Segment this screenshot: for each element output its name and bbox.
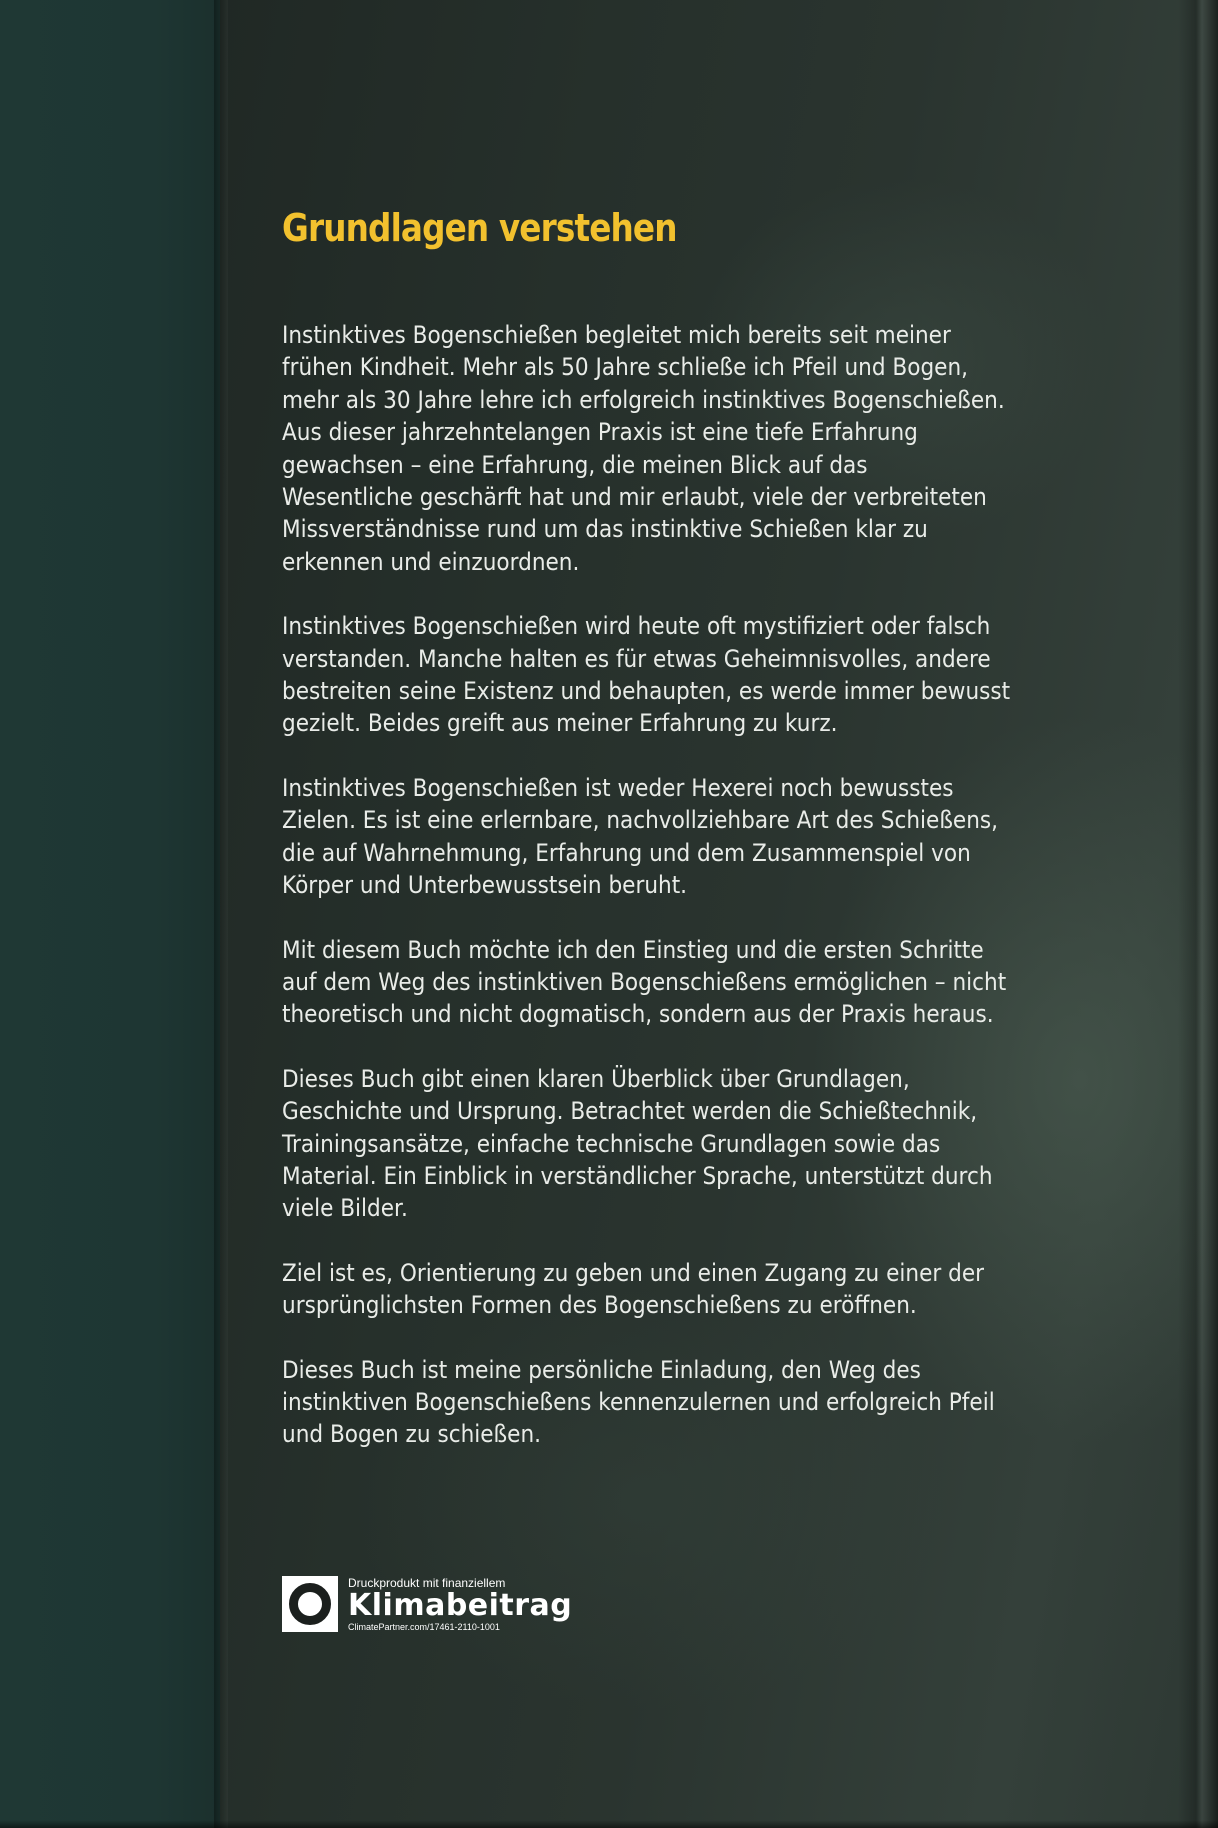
climate-badge-url: ClimatePartner.com/17461-2110-1001: [348, 1621, 500, 1632]
climate-badge-text: [348, 1576, 572, 1633]
blurb-line: Aus dieser jahrzehntelangen Praxis ist eine tiefe Erfahrung: [282, 418, 918, 447]
blurb-line: Geschichte und Ursprung. Betrachtet werden die Schießtechnik,: [282, 1097, 978, 1126]
blurb-line: verstanden. Manche halten es für etwas Geheimnisvolles, andere: [282, 644, 991, 673]
blurb-line: Mit diesem Buch möchte ich den Einstieg und die ersten Schritte: [282, 935, 984, 964]
blurb-paragraph: [282, 319, 1072, 578]
climate-badge: [282, 1575, 572, 1633]
cover-title: Grundlagen verstehen: [282, 206, 677, 250]
blurb-line: Instinktives Bogenschießen begleitet mich bereits seit meiner: [282, 321, 951, 349]
blurb-line: Wesentliche geschärft hat und mir erlaubt, viele der verbreiteten: [282, 483, 987, 512]
blurb-line: Instinktives Bogenschießen ist weder Hexerei noch bewusstes: [282, 773, 954, 802]
blurb-line: bestreiten seine Existenz und behaupten, es werde immer bewusst: [282, 677, 1011, 706]
blurb-paragraph: [282, 1354, 1072, 1451]
blurb-line: Dieses Buch gibt einen klaren Überblick über Grundlagen,: [282, 1064, 910, 1093]
blurb-line: Ziel ist es, Orientierung zu geben und einen Zugang zu einer der: [282, 1258, 984, 1287]
climate-badge-main-text: Klimabeitrag: [348, 1587, 573, 1623]
blurb-line: ursprünglichsten Formen des Bogenschießens zu eröffnen.: [282, 1291, 917, 1320]
blurb-paragraph: [282, 934, 1072, 1031]
blurb-line: frühen Kindheit. Mehr als 50 Jahre schließe ich Pfeil und Bogen,: [282, 353, 969, 382]
cover-right-edge: [1178, 0, 1218, 1828]
climate-badge-top-text: Druckprodukt mit finanziellem: [348, 1575, 506, 1590]
blurb-paragraph: [282, 1257, 1072, 1322]
blurb-line: Dieses Buch ist meine persönliche Einladung, den Weg des: [282, 1355, 921, 1384]
climatepartner-ring-icon: [282, 1576, 338, 1632]
blurb-line: theoretisch und nicht dogmatisch, sondern aus der Praxis heraus.: [282, 1000, 994, 1029]
blurb-text: [282, 319, 1072, 1483]
blurb-line: Missverständnisse rund um das instinktive Schießen klar zu: [282, 515, 928, 544]
blurb-line: die auf Wahrnehmung, Erfahrung und dem Zusammenspiel von: [282, 838, 971, 867]
blurb-line: viele Bilder.: [282, 1194, 408, 1223]
cover-bottom-edge: [0, 1820, 1218, 1828]
blurb-line: auf dem Weg des instinktiven Bogenschießens ermöglichen – nicht: [282, 967, 1007, 996]
blurb-line: gezielt. Beides greift aus meiner Erfahrung zu kurz.: [282, 709, 838, 738]
book-spine: [0, 0, 220, 1828]
spine-hinge: [214, 0, 228, 1828]
blurb-paragraph: [282, 772, 1072, 902]
blurb-paragraph: [282, 1063, 1072, 1225]
blurb-line: erkennen und einzuordnen.: [282, 547, 580, 576]
blurb-line: Zielen. Es ist eine erlernbare, nachvollziehbare Art des Schießens,: [282, 806, 999, 835]
blurb-line: Trainingsansätze, einfache technische Grundlagen sowie das: [282, 1129, 941, 1158]
blurb-line: Körper und Unterbewusstsein beruht.: [282, 871, 688, 900]
blurb-line: mehr als 30 Jahre lehre ich erfolgreich instinktives Bogenschießen.: [282, 385, 1005, 414]
blurb-line: instinktiven Bogenschießens kennenzulernen und erfolgreich Pfeil: [282, 1387, 995, 1416]
blurb-line: Instinktives Bogenschießen wird heute oft mystifiziert oder falsch: [282, 612, 991, 641]
blurb-line: und Bogen zu schießen.: [282, 1420, 542, 1449]
blurb-line: gewachsen – eine Erfahrung, die meinen Blick auf das: [282, 450, 868, 479]
blurb-line: Material. Ein Einblick in verständlicher Sprache, unterstützt durch: [282, 1161, 993, 1190]
blurb-paragraph: [282, 610, 1072, 740]
